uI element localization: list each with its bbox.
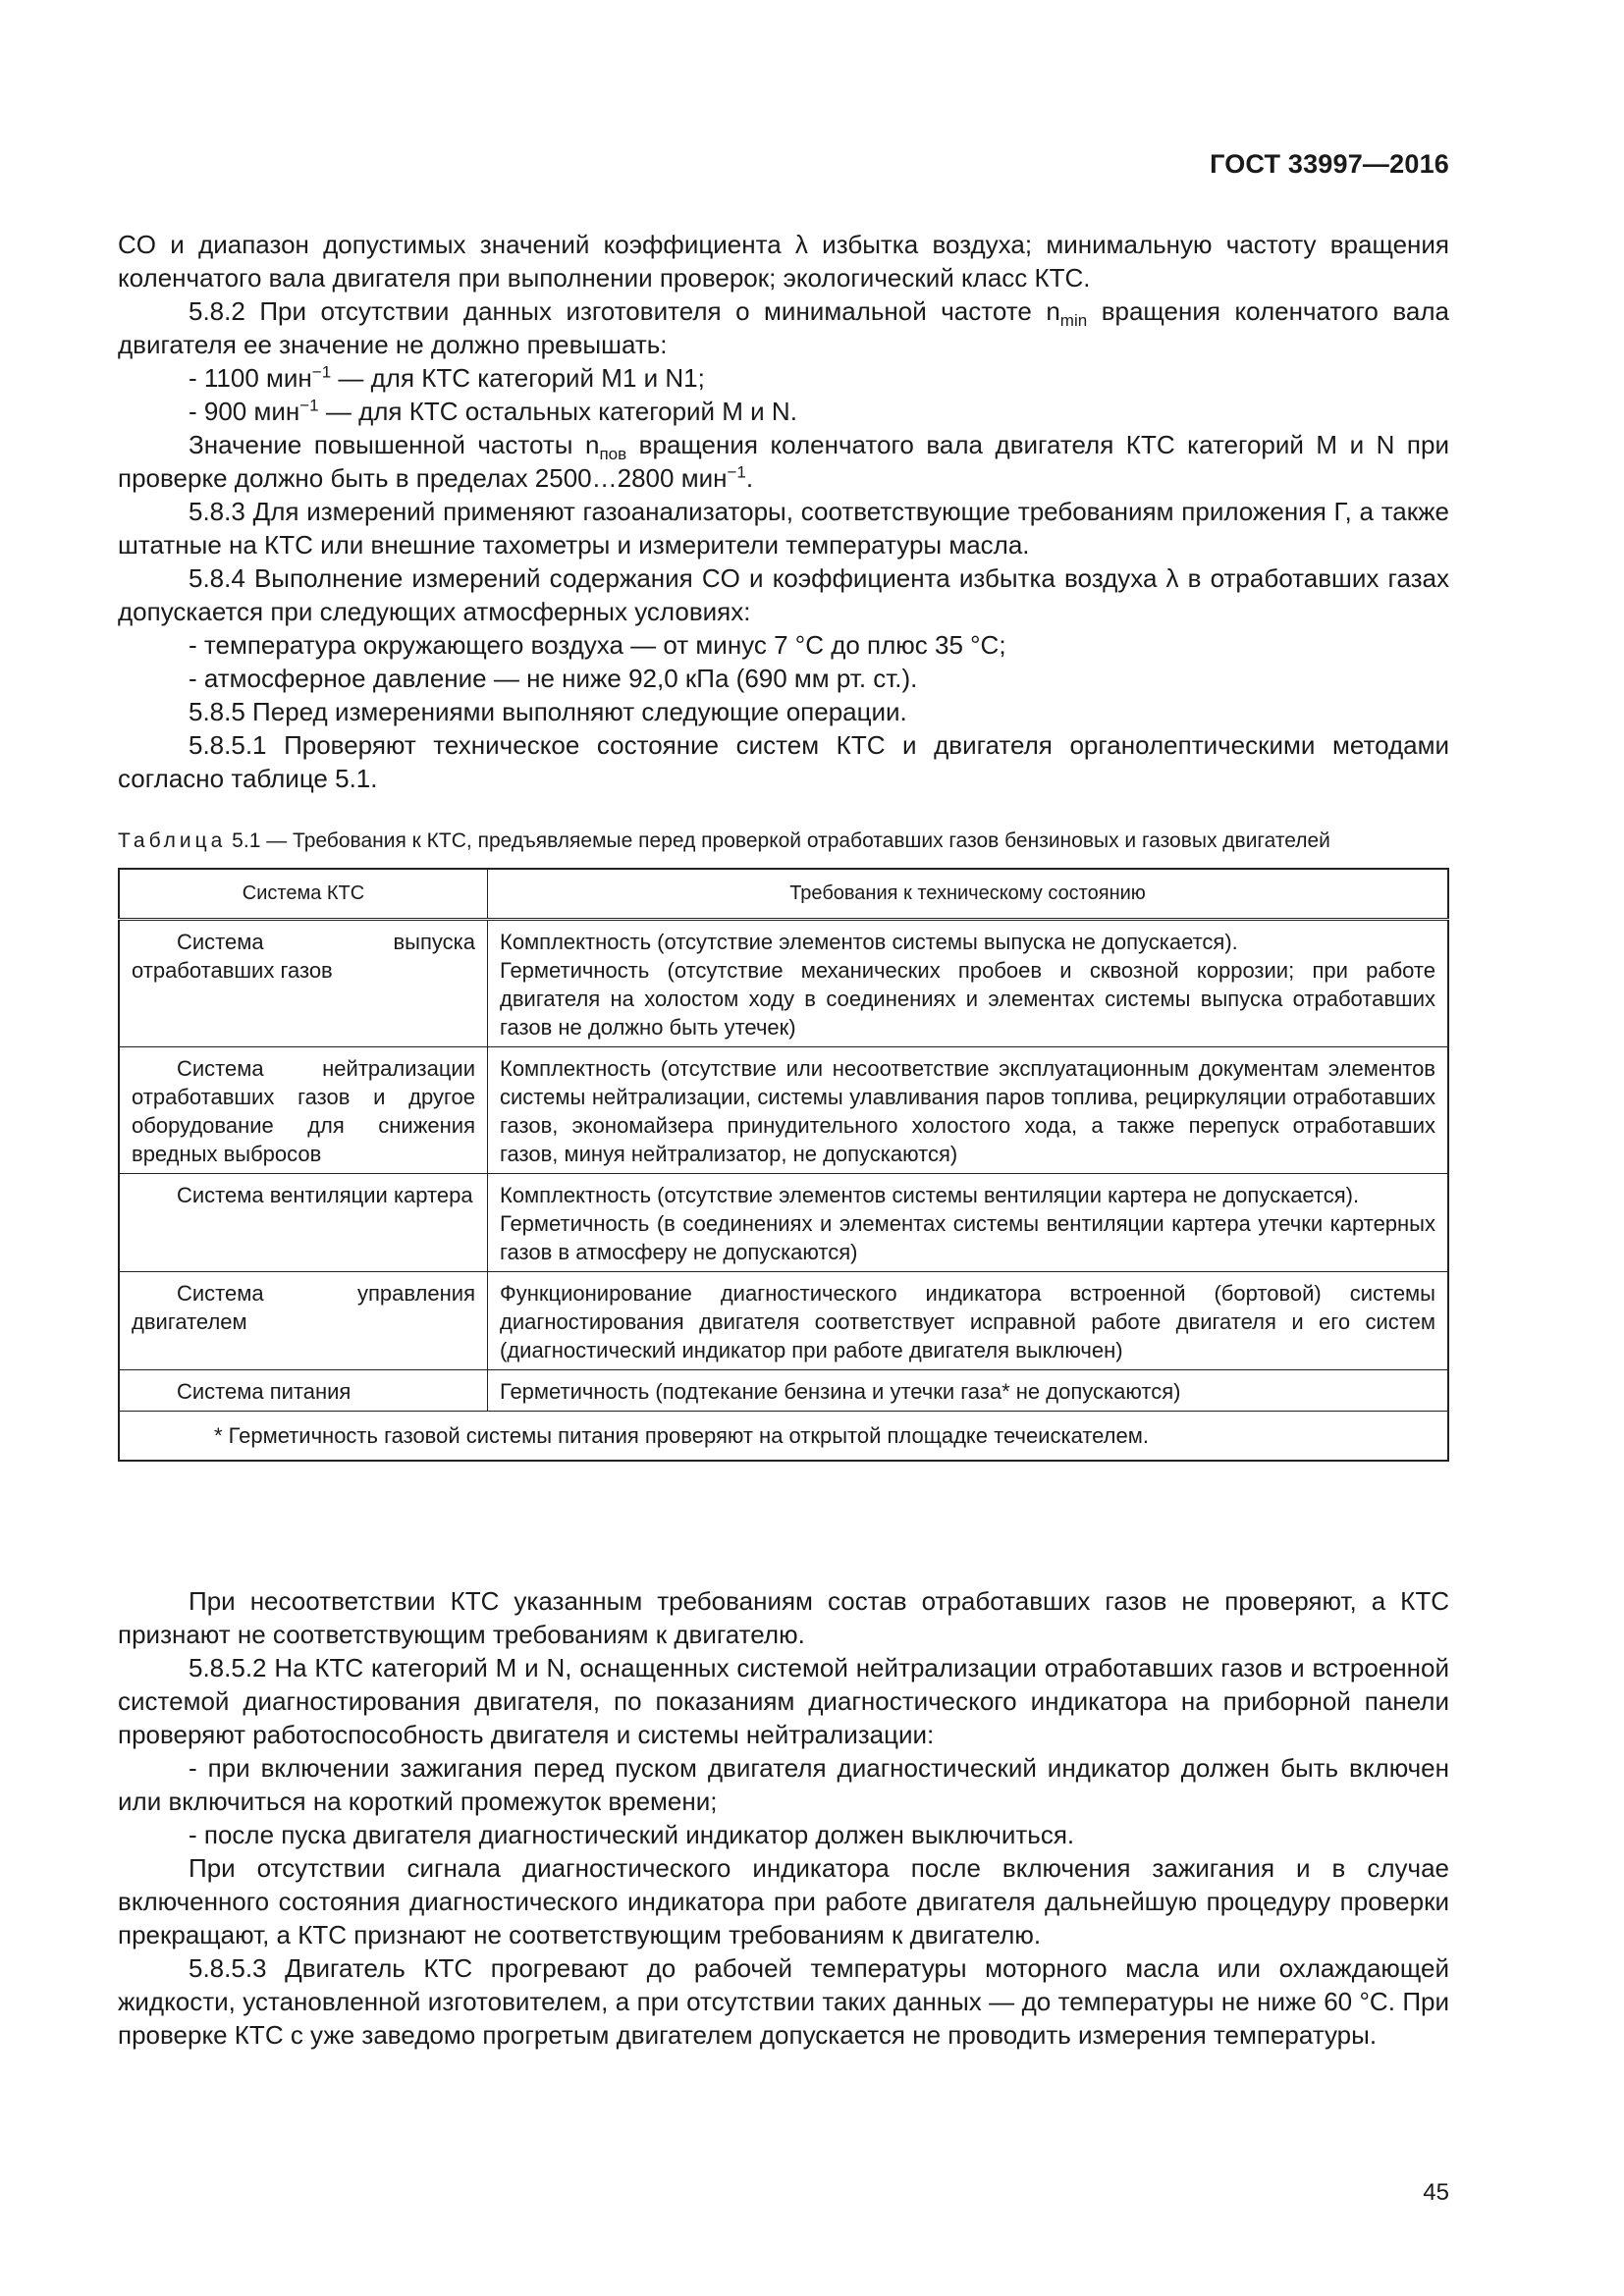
requirement-text: Герметичность (отсутствие механических пробоев и сквозной коррозии; при работе двигателя на холостом ходу в соединениях и элементах системы выпуска отработавших газов не должно быть утечек) — [500, 958, 1435, 1040]
paragraph-5-8-2 — [118, 294, 1449, 361]
column-header-requirements: Требования к техническому состоянию — [488, 869, 1449, 920]
table-row — [119, 1370, 1448, 1412]
body-text-bottom — [118, 1584, 1449, 2052]
table-5-1 — [118, 827, 1449, 1462]
table-row — [119, 1272, 1448, 1370]
text-run: - 1100 мин — [189, 363, 312, 393]
system-cell: Система управления двигателем — [119, 1272, 488, 1370]
paragraph — [118, 428, 1449, 495]
requirements-cell — [488, 1047, 1449, 1174]
text-run: Значение повышенной частоты n — [189, 430, 600, 459]
requirement-text: Герметичность (в соединениях и элементах системы вентиляции картера утечки картерных газов в атмосферу не допускаются) — [500, 1211, 1435, 1264]
paragraph-5-8-5: 5.8.5 Перед измерениями выполняют следующие операции. — [189, 697, 907, 726]
list-item: - температура окружающего воздуха — от минус 7 °С до плюс 35 °С; — [189, 630, 1006, 660]
standard-header: ГОСТ 33997—2016 — [1210, 149, 1449, 179]
superscript: −1 — [727, 462, 746, 482]
list-item — [118, 361, 1449, 395]
body-text-top — [118, 228, 1449, 795]
text-run: вращения коленчатого вала двигателя КТС категорий M и N при проверке должно быть в пределах 2500…2800 мин — [118, 430, 1449, 493]
paragraph-5-8-3: 5.8.3 Для измерений применяют газоанализаторы, соответствующие требованиям приложения Г, а также штатные на КТС или внешние тахометры и измерители температуры масла. — [118, 497, 1449, 560]
list-item: - атмосферное давление — не ниже 92,0 кПа (690 мм рт. ст.). — [189, 664, 918, 693]
text-run: — для КТС категорий M1 и N1; — [331, 363, 705, 393]
requirements-cell — [488, 920, 1449, 1047]
text-run: — для КТС остальных категорий M и N. — [318, 397, 797, 426]
table-caption — [118, 827, 1449, 856]
text-run: вращения коленчатого вала двигателя ее значение не должно превышать: — [118, 296, 1449, 359]
table-row — [119, 1047, 1448, 1174]
paragraph: При отсутствии сигнала диагностического индикатора после включения зажигания и в случае включенного состояния диагностического индикатора при работе двигателя дальнейшую процедуру проверки прекращают, а КТС признают не соответствующим требованиям к двигателю. — [118, 1853, 1449, 1949]
system-cell: Система выпуска отработавших газов — [119, 920, 488, 1047]
paragraph-5-8-4: 5.8.4 Выполнение измерений содержания CO и коэффициента избытка воздуха λ в отработавших газах допускается при следующих атмосферных условиях: — [118, 563, 1449, 626]
table-header-row — [119, 869, 1448, 920]
paragraph-5-8-5-3: 5.8.5.3 Двигатель КТС прогревают до рабочей температуры моторного масла или охлаждающей жидкости, установленной изготовителем, а при отсутствии таких данных — до температуры не ниже 60 °С. При проверке КТС с уже заведомо прогретым двигателем допускается не проводить измерения температуры. — [118, 1953, 1449, 2050]
list-item: - после пуска двигателя диагностический индикатор должен выключиться. — [189, 1820, 1075, 1849]
system-cell: Система вентиляции картера — [119, 1174, 488, 1272]
text-run: - 900 мин — [189, 397, 300, 426]
paragraph: CO и диапазон допустимых значений коэффициента λ избытка воздуха; минимальную частоту вращения коленчатого вала двигателя при выполнении проверок; экологический класс КТС. — [118, 230, 1449, 293]
paragraph-5-8-5-1: 5.8.5.1 Проверяют техническое состояние систем КТС и двигателя органолептическими методами согласно таблице 5.1. — [118, 730, 1449, 793]
requirements-cell — [488, 1174, 1449, 1272]
subscript: min — [1059, 311, 1088, 331]
table-row — [119, 920, 1448, 1047]
page-number: 45 — [1423, 2179, 1449, 2206]
paragraph-5-8-5-2: 5.8.5.2 На КТС категорий M и N, оснащенных системой нейтрализации отработавших газов и встроенной системой диагностирования двигателя, по показаниям диагностического индикатора на приборной панели проверяют работоспособность двигателя и системы нейтрализации: — [118, 1653, 1449, 1749]
system-cell: Система нейтрализации отработавших газов и другое оборудование для снижения вредных выбросов — [119, 1047, 488, 1174]
requirement-text: Герметичность (подтекание бензина и утечки газа* не допускаются) — [500, 1379, 1181, 1404]
table-row — [119, 1174, 1448, 1272]
paragraph: При несоответствии КТС указанным требованиям состав отработавших газов не проверяют, а КТС признают не соответствующим требованиям к двигателю. — [118, 1586, 1449, 1649]
column-header-system: Система КТС — [119, 869, 488, 920]
text-run: . — [745, 463, 754, 493]
requirement-text: Функционирование диагностического индикатора встроенной (бортовой) системы диагностирования двигателя соответствует исправной работе двигателя и его систем (диагностический индикатор при работе двигателя выключен) — [500, 1281, 1435, 1362]
system-cell: Система питания — [119, 1370, 488, 1412]
superscript: −1 — [311, 362, 332, 382]
requirement-text: Комплектность (отсутствие элементов системы выпуска не допускается). — [500, 930, 1238, 954]
requirement-text: Комплектность (отсутствие элементов системы вентиляции картера не допускается). — [500, 1183, 1360, 1207]
requirements-cell — [488, 1272, 1449, 1370]
caption-label: Таблица — [118, 829, 227, 852]
text-run: 5.8.2 При отсутствии данных изготовителя о минимальной частоте n — [189, 296, 1060, 326]
requirements-table — [118, 868, 1449, 1462]
requirements-cell — [488, 1370, 1449, 1412]
table-note-row — [119, 1412, 1448, 1462]
table-footnote: * Герметичность газовой системы питания проверяют на открытой площадке течеискателем. — [119, 1412, 1448, 1462]
list-item — [118, 395, 1449, 428]
subscript: пов — [599, 445, 627, 464]
caption-text: 5.1 — Требования к КТС, предъявляемые перед проверкой отработавших газов бензиновых и газовых двигателей — [226, 829, 1330, 852]
list-item: - при включении зажигания перед пуском двигателя диагностический индикатор должен быть включен или включиться на короткий промежуток времени; — [118, 1753, 1449, 1816]
requirement-text: Комплектность (отсутствие или несоответствие эксплуатационным документам элементов системы нейтрализации, системы улавливания паров топлива, рециркуляции отработавших газов, экономайзера принудительного холостого хода, а также перепуск отработавших газов, минуя нейтрализатор, не допускаются) — [500, 1056, 1435, 1166]
superscript: −1 — [299, 396, 319, 415]
